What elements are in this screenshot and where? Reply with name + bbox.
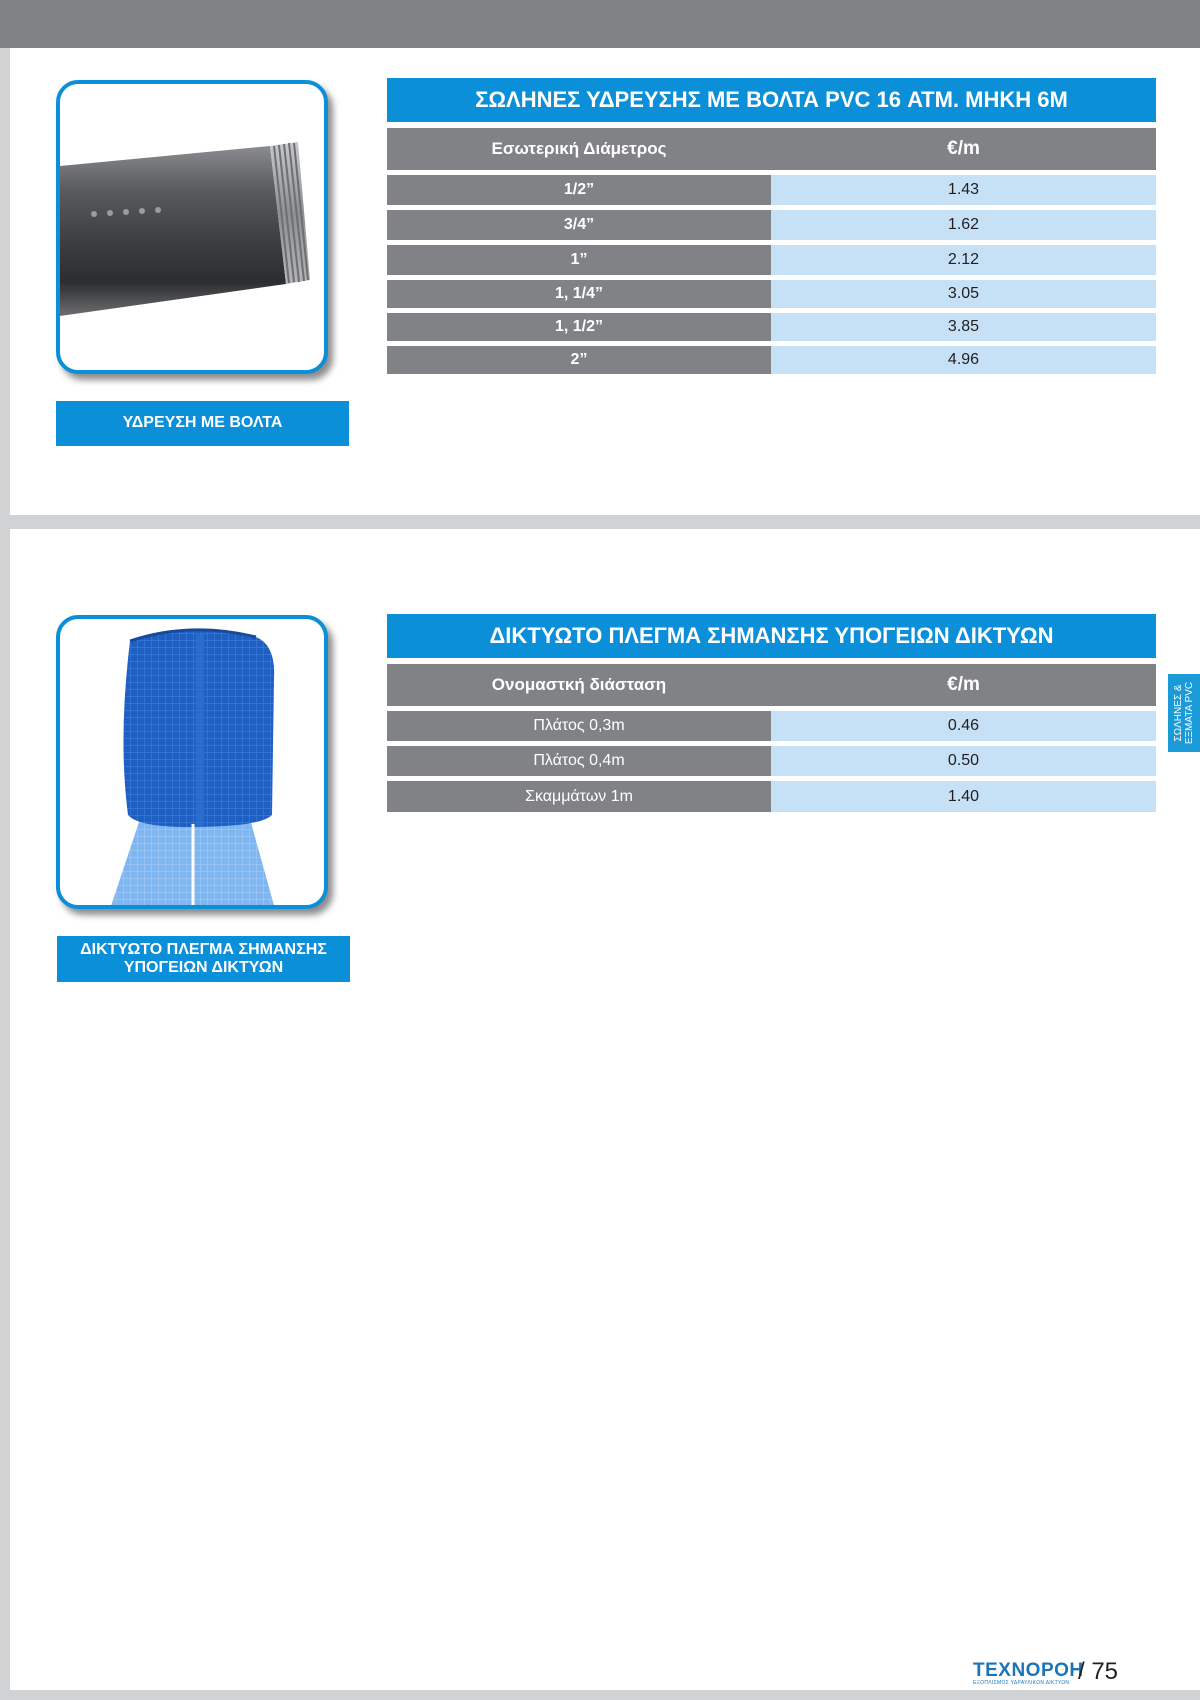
mesh-roll-icon bbox=[60, 619, 324, 905]
column-header-price: €/m bbox=[947, 674, 980, 695]
threaded-pipe-icon bbox=[60, 84, 324, 370]
price-cell: 0.46 bbox=[771, 711, 1156, 741]
price-cell: 1.62 bbox=[771, 210, 1156, 240]
table-row bbox=[387, 280, 1156, 308]
product-caption-pipes: ΥΔΡΕΥΣΗ ΜΕ ΒΟΛΤΑ bbox=[56, 401, 349, 446]
table-row bbox=[387, 746, 1156, 776]
price-cell: 2.12 bbox=[771, 245, 1156, 275]
table-row bbox=[387, 313, 1156, 341]
size-cell: 1/2” bbox=[387, 175, 771, 205]
table-row bbox=[387, 245, 1156, 275]
chapter-side-tab: ΣΩΛΗΝΕΣ & ΕΞΜΑΤΑ PVC bbox=[1168, 674, 1200, 752]
size-cell: 1, 1/2” bbox=[387, 313, 771, 341]
section-panel-mesh bbox=[10, 529, 1200, 1690]
price-cell: 0.50 bbox=[771, 746, 1156, 776]
size-cell: 1” bbox=[387, 245, 771, 275]
table-row bbox=[387, 175, 1156, 205]
price-cell: 1.40 bbox=[771, 781, 1156, 812]
page-number: / 75 bbox=[1078, 1658, 1119, 1685]
top-band bbox=[0, 0, 1200, 48]
table-title-mesh: ΔΙΚΤΥΩΤΟ ΠΛΕΓΜΑ ΣΗΜΑΝΣΗΣ ΥΠΟΓΕΙΩΝ ΔΙΚΤΥΩΝ bbox=[387, 614, 1156, 658]
price-cell: 3.85 bbox=[771, 313, 1156, 341]
section-panel-pipes bbox=[10, 48, 1200, 515]
size-cell: 1, 1/4” bbox=[387, 280, 771, 308]
column-header-price: €/m bbox=[947, 138, 980, 159]
size-cell: 2” bbox=[387, 346, 771, 374]
table-row bbox=[387, 781, 1156, 812]
table-row bbox=[387, 210, 1156, 240]
product-photo-threaded-pipe bbox=[56, 80, 328, 374]
table-header-mesh bbox=[387, 664, 1156, 706]
column-header-diameter: Εσωτερική Διάμετρος bbox=[491, 139, 667, 158]
table-header-pipes bbox=[387, 128, 1156, 170]
company-logo: ΤΕΧΝΟΡΟΗ ΕΞΟΠΛΙΣΜΟΣ ΥΔΡΑΥΛΙΚΩΝ ΔΙΚΤΥΩΝ bbox=[973, 1660, 1084, 1686]
size-cell: Πλάτος 0,3m bbox=[387, 711, 771, 741]
price-cell: 4.96 bbox=[771, 346, 1156, 374]
size-cell: 3/4” bbox=[387, 210, 771, 240]
size-cell: Σκαμμάτων 1m bbox=[387, 781, 771, 812]
size-cell: Πλάτος 0,4m bbox=[387, 746, 771, 776]
price-cell: 3.05 bbox=[771, 280, 1156, 308]
product-caption-mesh: ΔΙΚΤΥΩΤΟ ΠΛΕΓΜΑ ΣΗΜΑΝΣΗΣ ΥΠΟΓΕΙΩΝ ΔΙΚΤΥΩΝ bbox=[57, 936, 350, 982]
table-row bbox=[387, 711, 1156, 741]
price-cell: 1.43 bbox=[771, 175, 1156, 205]
table-row bbox=[387, 346, 1156, 374]
column-header-dimension: Ονομαστκή διάσταση bbox=[491, 675, 667, 694]
product-photo-mesh-roll bbox=[56, 615, 328, 909]
table-title-pipes: ΣΩΛΗΝΕΣ ΥΔΡΕΥΣΗΣ ΜΕ ΒΟΛΤΑ PVC 16 ΑΤΜ. ΜΗΚΗ 6Μ bbox=[387, 78, 1156, 122]
